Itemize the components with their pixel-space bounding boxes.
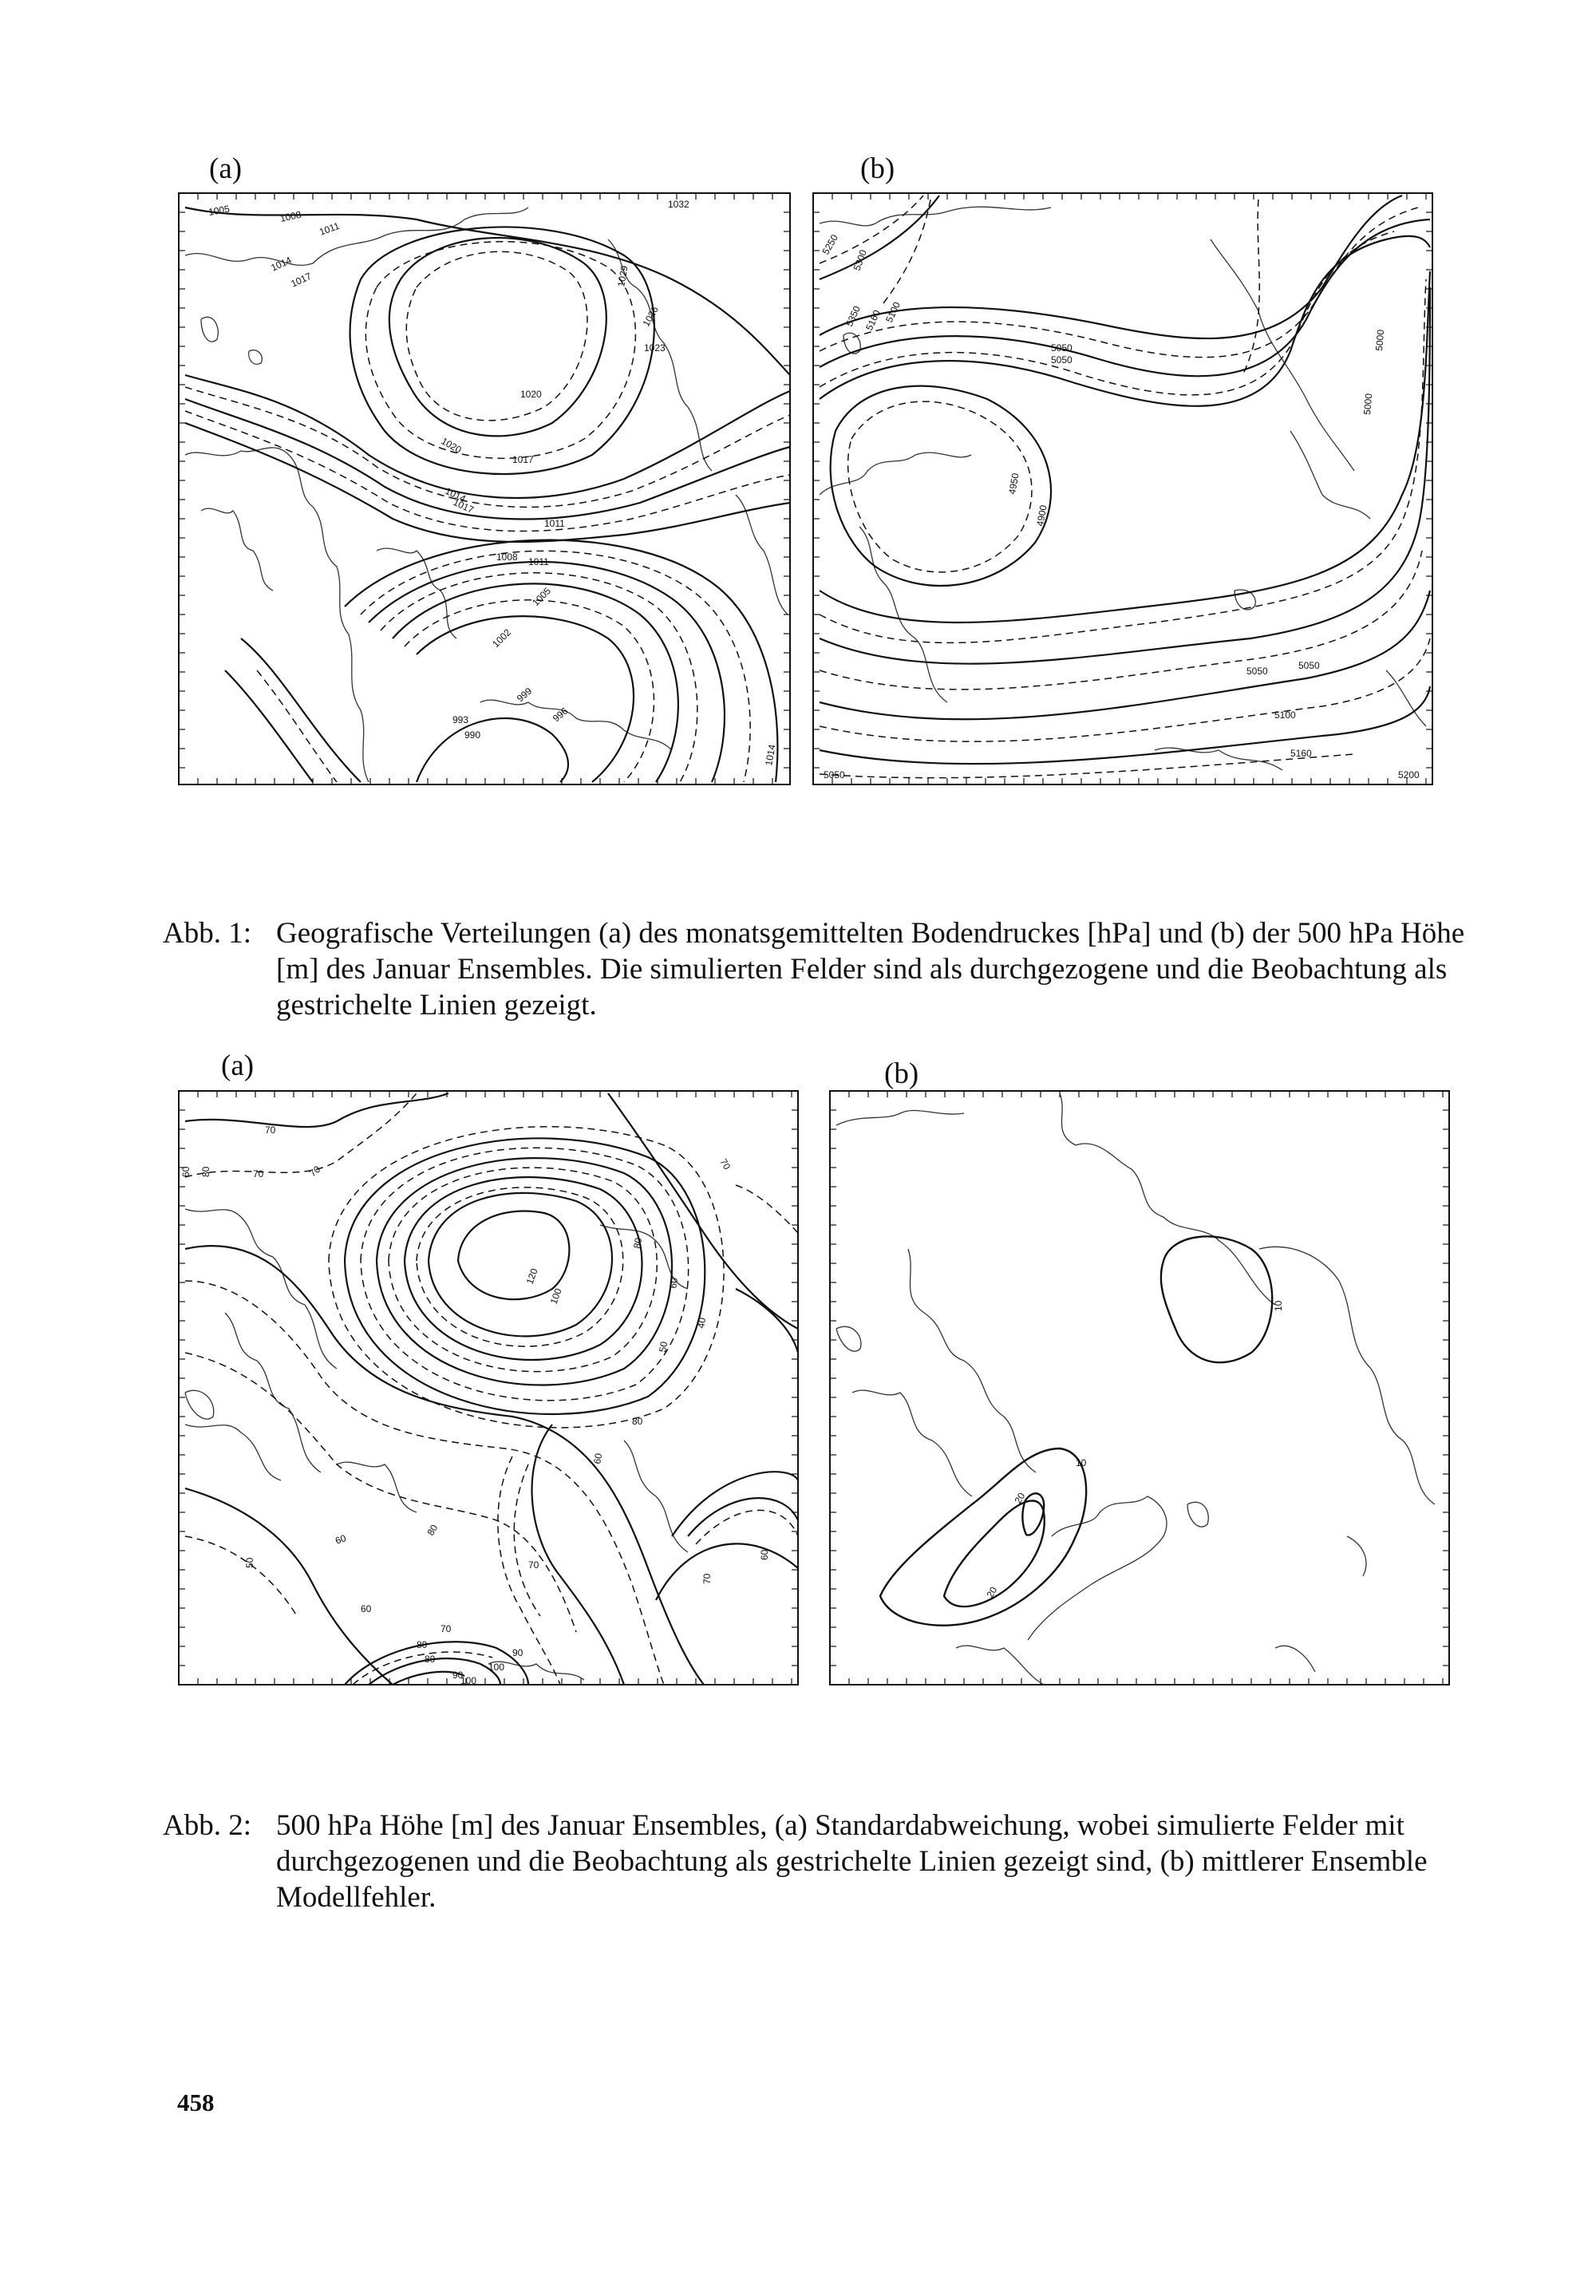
coastlines	[185, 1209, 688, 1680]
fig2-caption-label: Abb. 2:	[163, 1809, 251, 1842]
fig1-caption	[163, 915, 1472, 1027]
contour-label: 5160	[863, 308, 883, 333]
contour-label: 80	[417, 1639, 428, 1650]
fig1-caption-text: Geografische Verteilungen (a) des monatsgemittelten Bodendruckes [hPa] und (b) der 500 hPa Höhe [m] des Januar Ensembles. Die simulierten Felder sind als durchgezogene und die Beobachtung als gestrichelte Linien gezeigt.	[276, 917, 1465, 1022]
contour-label: 1017	[289, 270, 314, 290]
frame	[179, 1091, 798, 1685]
contour-label: 5050	[1051, 342, 1073, 354]
contour-label: 90	[512, 1647, 523, 1658]
fig2-panel-b-map	[828, 1089, 1451, 1686]
frame	[179, 193, 790, 784]
contour-label: 5050	[824, 769, 845, 780]
contour-label: 5000	[1361, 393, 1375, 416]
contour-10-north	[1161, 1236, 1272, 1362]
contour-label: 80	[631, 1236, 645, 1250]
contour-label: 80	[425, 1522, 440, 1538]
contour-label: 90	[452, 1670, 464, 1681]
contour-label: 60	[334, 1532, 348, 1547]
contour-label: 80	[200, 1166, 211, 1177]
contour-label: 70	[717, 1156, 733, 1172]
contour-label: 120	[523, 1267, 540, 1286]
fig2-panel-b-svg	[828, 1089, 1451, 1686]
frame	[830, 1091, 1449, 1685]
contour-label: 60	[591, 1452, 605, 1465]
contour-label: 5300	[851, 248, 869, 273]
contour-label: 1029	[615, 264, 630, 288]
contour-label: 70	[528, 1559, 539, 1571]
contour-label: 4900	[1034, 504, 1049, 528]
fig2-panel-a-svg	[177, 1089, 800, 1686]
fig1-panel-a-svg	[177, 192, 792, 786]
contour-label: 1020	[520, 389, 542, 400]
contour-label: 1032	[668, 199, 689, 210]
contour-label: 80	[632, 1416, 643, 1427]
fig1-panel-b-svg	[812, 192, 1434, 786]
contour-label: 993	[452, 714, 469, 725]
contour-label: 70	[306, 1163, 323, 1180]
contour-label: 1011	[544, 518, 565, 529]
contour-label: 1008	[279, 208, 302, 224]
fig2-panel-b-ticks	[830, 1091, 1449, 1685]
contour-label: 5200	[1398, 769, 1420, 780]
simulated-contours	[185, 1093, 798, 1685]
coastlines	[836, 1093, 1435, 1685]
contour-20-inner	[1022, 1493, 1044, 1535]
contour-label: 5100	[883, 300, 903, 325]
simulated-contours	[185, 207, 790, 782]
contour-label: 1011	[318, 219, 342, 238]
fig2-caption-text: 500 hPa Höhe [m] des Januar Ensembles, (a) Standardabweichung, wobei simulierte Felder mit durchgezogenen und die Beobachtung als gestrichelte Linien gezeigt sind, (b) mittlerer Ensemble Modellfehler.	[276, 1809, 1428, 1914]
fig1-panel-a-map	[177, 192, 792, 786]
contour-label: 1014	[763, 743, 778, 767]
contour-label: 70	[701, 1573, 713, 1584]
contour-label: 1005	[530, 585, 554, 609]
fig1-panel-b-contour-labels	[820, 232, 1420, 780]
contour-label: 1011	[528, 556, 549, 567]
contour-label: 1023	[644, 342, 666, 354]
simulated-contours	[820, 196, 1430, 764]
contour-label: 70	[253, 1168, 264, 1180]
contour-label: 1005	[207, 203, 231, 218]
fig2-panel-a-ticks	[179, 1091, 798, 1685]
observed-contours	[185, 242, 790, 782]
contour-label: 5350	[843, 304, 863, 329]
contour-label: 10	[1273, 1300, 1284, 1311]
contour-label: 70	[440, 1623, 452, 1634]
contour-label: 100	[547, 1286, 564, 1306]
contour-label: 1014	[269, 254, 294, 274]
contour-label: 1026	[640, 304, 661, 329]
fig1-panel-a-ticks	[179, 193, 790, 784]
contour-label: 5050	[1051, 354, 1073, 366]
contour-label: 20	[984, 1584, 1000, 1600]
frame	[813, 193, 1432, 784]
contour-label: 1017	[512, 454, 534, 465]
contour-label: 60	[759, 1549, 770, 1560]
observed-contours	[820, 196, 1430, 778]
contour-label: 1017	[451, 496, 476, 516]
fig2-panel-a-label: (a)	[221, 1049, 255, 1082]
contour-label: 70	[265, 1124, 276, 1136]
contour-label: 40	[695, 1316, 709, 1330]
observed-contours	[185, 1093, 798, 1685]
contour-label: 1020	[439, 435, 464, 456]
fig1-panel-a-label: (a)	[209, 152, 243, 185]
fig1-panel-b-map	[812, 192, 1434, 786]
contour-label: 20	[1012, 1490, 1028, 1506]
contour-label: 5250	[820, 232, 840, 257]
contour-label: 50	[657, 1340, 670, 1353]
fig2-panel-b-contour-labels	[984, 1300, 1284, 1599]
contour-label: 100	[488, 1662, 505, 1673]
contour-label: 1002	[490, 626, 514, 650]
contour-label: 100	[460, 1675, 477, 1686]
contour-label: 80	[425, 1654, 436, 1665]
contour-label: 10	[1076, 1457, 1087, 1468]
contour-label: 60	[180, 1166, 192, 1177]
fig1-panel-b-label: (b)	[860, 152, 895, 185]
contour-label: 60	[361, 1603, 372, 1614]
fig1-caption-label: Abb. 1:	[163, 917, 251, 950]
contour-label: 5050	[1298, 660, 1320, 671]
contour-label: 5050	[1246, 666, 1268, 677]
contour-label: 4950	[1006, 472, 1021, 496]
coastlines	[820, 207, 1426, 770]
fig2-caption	[163, 1808, 1472, 1919]
fig2-panel-a-map	[177, 1089, 800, 1686]
contour-label: 999	[514, 685, 535, 705]
fig2-panel-b-label: (b)	[884, 1057, 919, 1090]
page-number: 458	[177, 2089, 215, 2116]
contour-label: 996	[550, 705, 571, 725]
contour-label: 5160	[1290, 748, 1312, 759]
fig2-panel-a-contour-labels	[180, 1124, 770, 1686]
contour-label: 5100	[1274, 709, 1296, 721]
fig1-panel-b-ticks	[813, 193, 1432, 784]
contour-label: 1008	[496, 551, 518, 563]
contour-label: 990	[464, 729, 481, 741]
contour-label: 60	[667, 1276, 681, 1290]
error-contours	[880, 1236, 1272, 1625]
contour-label: 1014	[443, 485, 468, 505]
contour-label: 50	[244, 1557, 255, 1568]
contour-label: 5000	[1373, 329, 1387, 352]
